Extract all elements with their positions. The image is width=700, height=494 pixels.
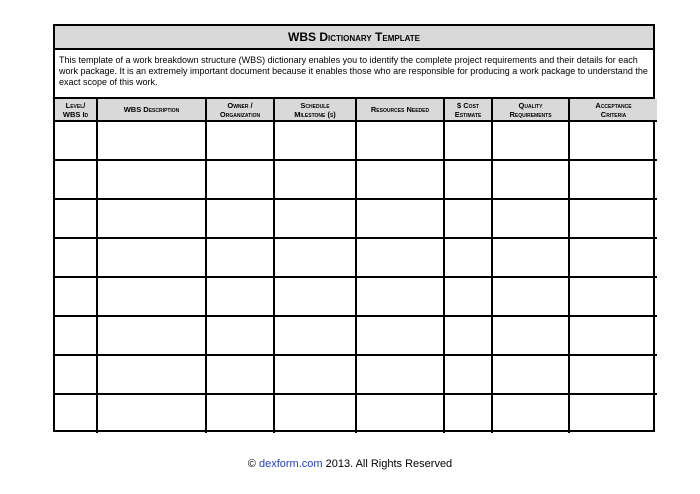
wbs-table xyxy=(55,99,657,433)
table-cell[interactable] xyxy=(356,277,444,316)
table-cell[interactable] xyxy=(97,316,206,355)
table-cell[interactable] xyxy=(55,121,97,160)
table-cell[interactable] xyxy=(97,355,206,394)
wbs-dictionary-sheet xyxy=(53,24,655,432)
table-cell[interactable] xyxy=(492,199,569,238)
table-cell[interactable] xyxy=(492,355,569,394)
table-cell[interactable] xyxy=(356,394,444,433)
footer xyxy=(0,458,700,470)
table-cell[interactable] xyxy=(492,394,569,433)
table-cell[interactable] xyxy=(444,238,492,277)
table-cell[interactable] xyxy=(274,238,356,277)
table-cell[interactable] xyxy=(206,199,274,238)
column-header-quality-requirements: Quality Requirements xyxy=(492,99,569,121)
table-cell[interactable] xyxy=(569,355,657,394)
table-cell[interactable] xyxy=(55,316,97,355)
table-cell[interactable] xyxy=(55,355,97,394)
table-cell[interactable] xyxy=(274,277,356,316)
table-cell[interactable] xyxy=(444,355,492,394)
table-cell[interactable] xyxy=(444,160,492,199)
table-cell[interactable] xyxy=(55,394,97,433)
table-cell[interactable] xyxy=(444,277,492,316)
copyright-symbol: © xyxy=(247,458,256,470)
table-cell[interactable] xyxy=(569,199,657,238)
table-row xyxy=(55,355,657,394)
table-cell[interactable] xyxy=(444,199,492,238)
column-header-resources-needed: Resources Needed xyxy=(356,99,444,121)
copyright-text: 2013. All Rights Reserved xyxy=(322,458,453,470)
table-cell[interactable] xyxy=(206,394,274,433)
table-cell[interactable] xyxy=(206,121,274,160)
table-cell[interactable] xyxy=(97,238,206,277)
table-cell[interactable] xyxy=(569,160,657,199)
table-cell[interactable] xyxy=(356,355,444,394)
table-cell[interactable] xyxy=(356,199,444,238)
table-cell[interactable] xyxy=(274,121,356,160)
document-title xyxy=(55,26,653,50)
table-cell[interactable] xyxy=(569,238,657,277)
table-cell[interactable] xyxy=(274,316,356,355)
table-cell[interactable] xyxy=(356,121,444,160)
table-row xyxy=(55,160,657,199)
table-body xyxy=(55,121,657,433)
table-row xyxy=(55,316,657,355)
table-cell[interactable] xyxy=(97,277,206,316)
table-cell[interactable] xyxy=(444,121,492,160)
table-cell[interactable] xyxy=(206,316,274,355)
table-row xyxy=(55,199,657,238)
table-cell[interactable] xyxy=(55,199,97,238)
table-cell[interactable] xyxy=(444,316,492,355)
column-header-cost-estimate: $ Cost Estimate xyxy=(444,99,492,121)
table-cell[interactable] xyxy=(206,238,274,277)
table-cell[interactable] xyxy=(206,277,274,316)
table-cell[interactable] xyxy=(569,277,657,316)
intro-paragraph: This template of a work breakdown structure (WBS) dictionary enables you to identify the complete project requirements and their details for each work package. It is an extremely important document because it enables those who are responsible for producing a work package to understand the exact scope of this work. xyxy=(55,50,653,99)
table-cell[interactable] xyxy=(492,160,569,199)
column-header-level-wbs-id: Level/ WBS Id xyxy=(55,99,97,121)
table-cell[interactable] xyxy=(492,316,569,355)
table-cell[interactable] xyxy=(569,316,657,355)
table-cell[interactable] xyxy=(274,355,356,394)
table-cell[interactable] xyxy=(97,160,206,199)
column-header-owner-organization: Owner / Organization xyxy=(206,99,274,121)
column-header-acceptance-criteria: Acceptance Criteria xyxy=(569,99,657,121)
document-title-text: WBS Dictionary Template xyxy=(288,30,420,44)
table-cell[interactable] xyxy=(206,355,274,394)
table-cell[interactable] xyxy=(55,277,97,316)
table-row xyxy=(55,238,657,277)
table-cell[interactable] xyxy=(356,160,444,199)
table-cell[interactable] xyxy=(55,160,97,199)
table-cell[interactable] xyxy=(492,121,569,160)
table-cell[interactable] xyxy=(274,160,356,199)
column-header-schedule-milestones: Schedule Milestone (s) xyxy=(274,99,356,121)
table-cell[interactable] xyxy=(97,121,206,160)
column-header-wbs-description: WBS Description xyxy=(97,99,206,121)
table-cell[interactable] xyxy=(492,238,569,277)
table-cell[interactable] xyxy=(55,238,97,277)
table-cell[interactable] xyxy=(569,394,657,433)
table-row xyxy=(55,121,657,160)
table-cell[interactable] xyxy=(206,160,274,199)
table-cell[interactable] xyxy=(444,394,492,433)
table-cell[interactable] xyxy=(492,277,569,316)
table-cell[interactable] xyxy=(356,238,444,277)
table-cell[interactable] xyxy=(97,394,206,433)
dexform-link[interactable]: dexform.com xyxy=(258,458,323,470)
table-row xyxy=(55,277,657,316)
table-cell[interactable] xyxy=(569,121,657,160)
table-cell[interactable] xyxy=(97,199,206,238)
table-cell[interactable] xyxy=(356,316,444,355)
table-row xyxy=(55,394,657,433)
header-row xyxy=(55,99,657,121)
table-cell[interactable] xyxy=(274,394,356,433)
table-cell[interactable] xyxy=(274,199,356,238)
